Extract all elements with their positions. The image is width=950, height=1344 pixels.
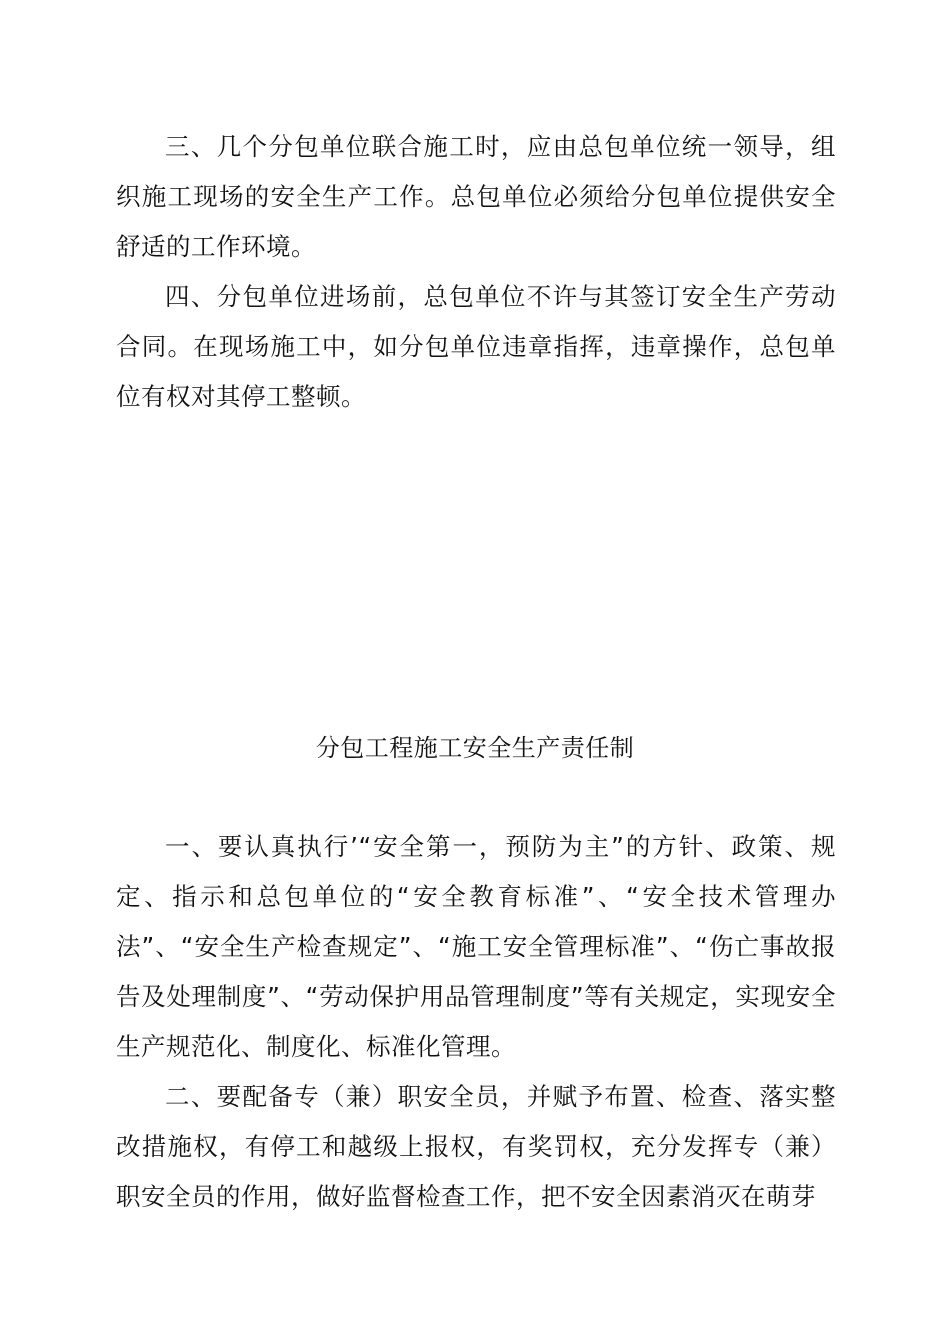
section-title: 分包工程施工安全生产责任制	[315, 734, 635, 762]
paragraph-one: 一、要认真执行’“安全第一，预防为主”的方针、政策、规定、指示和总包单位的“安全教育标准”、“安全技术管理办法”、“安全生产检查规定”、“施工安全管理标准”、“伤亡事故报告及处理制度”、“劳动保护用品管理制度”等有关规定，实现安全生产规范化、制度化、标准化管理。	[116, 832, 836, 1061]
paragraph-four: 四、分包单位进场前，总包单位不许与其签订安全生产劳动合同。在现场施工中，如分包单位违章指挥，违章操作，总包单位有权对其停工整顿。	[116, 282, 836, 411]
paragraph-two: 二、要配备专（兼）职安全员，并赋予布置、检查、落实整改措施权，有停工和越级上报权，有奖罚权，充分发挥专（兼）职安全员的作用，做好监督检查工作，把不安全因素消灭在萌芽	[116, 1082, 836, 1211]
paragraph-three: 三、几个分包单位联合施工时，应由总包单位统一领导，组织施工现场的安全生产工作。总包单位必须给分包单位提供安全舒适的工作环境。	[116, 132, 836, 261]
